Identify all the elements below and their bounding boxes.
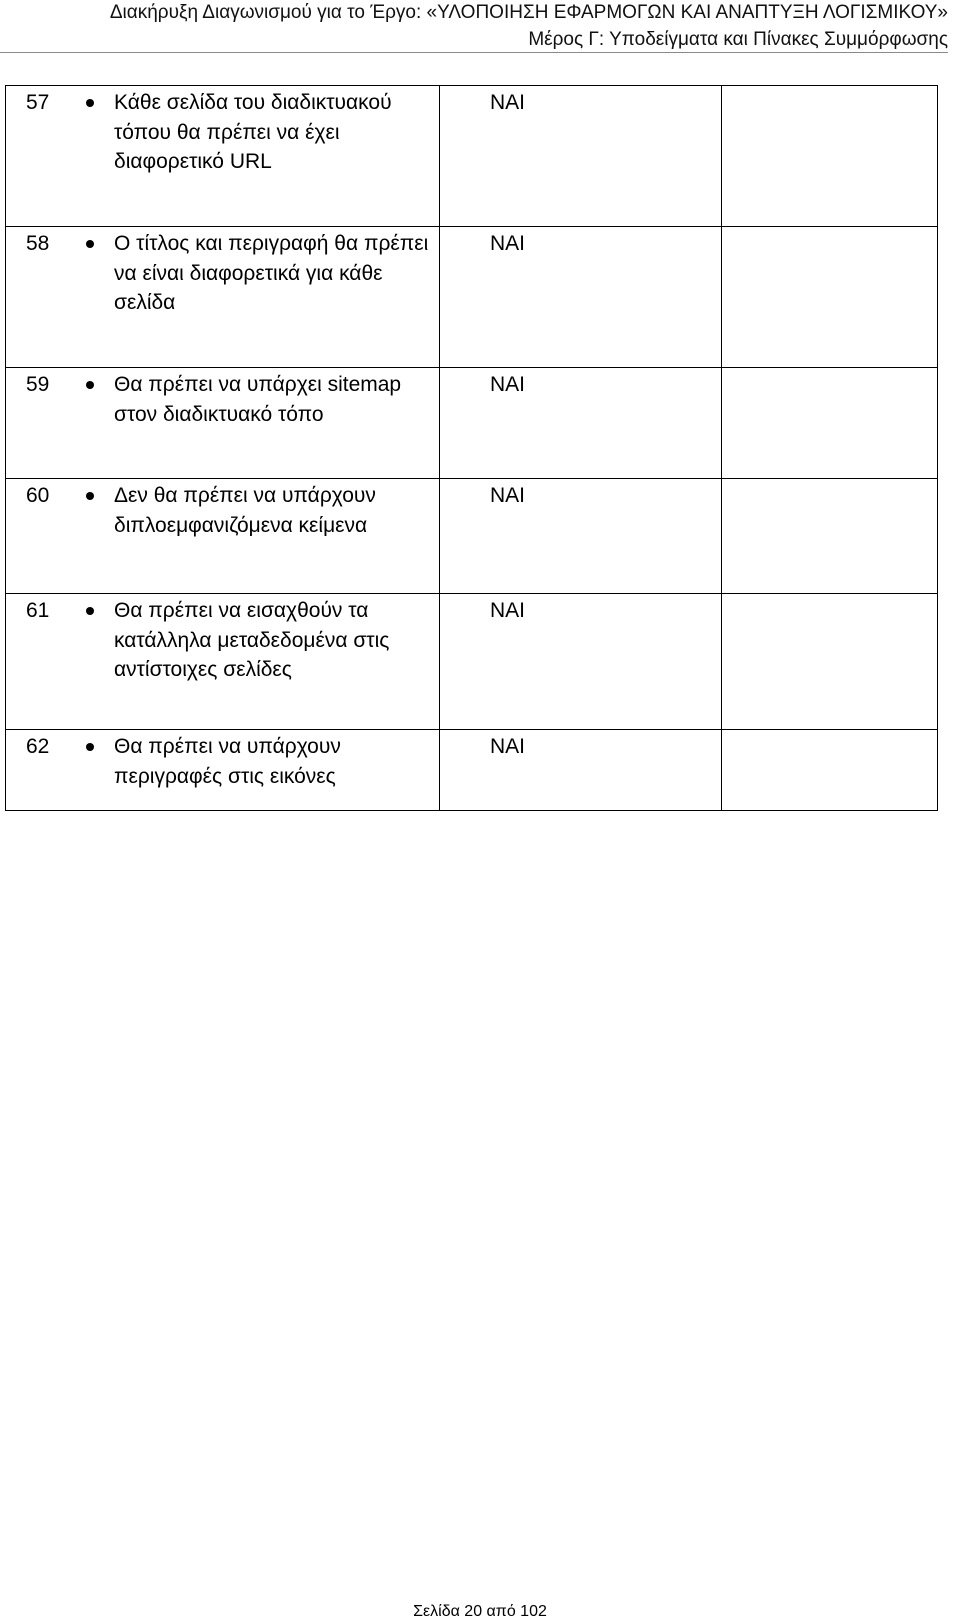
requirement-number: 62 [26,735,50,758]
bullet-icon [68,229,114,258]
bullet-icon [68,481,114,510]
requirement-text: Δεν θα πρέπει να υπάρχουν διπλοεμφανιζόμενα κείμενα [114,484,376,537]
requirement-cell [6,730,440,811]
requirement-text: Θα πρέπει να υπάρχει sitemap στον διαδικτυακό τόπο [114,373,402,426]
requirement-number: 61 [26,599,50,622]
requirement-cell [6,594,440,730]
requirement-number: 60 [26,484,50,507]
requirement-cell [6,86,440,227]
table-row [6,730,938,811]
answer-cell: ΝΑΙ [440,594,722,730]
reference-cell [722,730,938,811]
page-header [0,0,948,53]
page-footer [0,1603,960,1621]
bullet-icon [68,88,114,117]
table-row [6,368,938,479]
requirement-cell [6,479,440,594]
document-part-title: Μέρος Γ: Υποδείγματα και Πίνακες Συμμόρφωσης [528,29,948,50]
reference-cell [722,594,938,730]
requirement-cell [6,368,440,479]
bullet-icon [68,370,114,399]
requirement-text: Ο τίτλος και περιγραφή θα πρέπει να είναι διαφορετικά για κάθε σελίδα [114,232,429,314]
compliance-table [5,85,938,811]
table-row [6,479,938,594]
reference-cell [722,368,938,479]
reference-cell [722,86,938,227]
bullet-icon [68,732,114,761]
requirement-text: Θα πρέπει να εισαχθούν τα κατάλληλα μεταδεδομένα στις αντίστοιχες σελίδες [114,599,390,681]
requirement-number: 58 [26,232,50,255]
table-row [6,86,938,227]
requirement-number: 59 [26,373,50,396]
requirement-number: 57 [26,91,50,114]
document-title: Διακήρυξη Διαγωνισμού για το Έργο: «ΥΛΟΠΟΙΗΣΗ ΕΦΑΡΜΟΓΩΝ ΚΑΙ ΑΝΑΠΤΥΞΗ ΛΟΓΙΣΜΙΚΟΥ» [109,2,948,23]
bullet-icon [68,596,114,625]
requirement-cell [6,227,440,368]
requirement-text: Κάθε σελίδα του διαδικτυακού τόπου θα πρέπει να έχει διαφορετικό URL [114,91,392,173]
requirement-text: Θα πρέπει να υπάρχουν περιγραφές στις εικόνες [114,735,341,788]
answer-cell: ΝΑΙ [440,730,722,811]
table-row [6,594,938,730]
answer-cell: ΝΑΙ [440,86,722,227]
answer-cell: ΝΑΙ [440,479,722,594]
table-row [6,227,938,368]
page-number: Σελίδα 20 από 102 [413,1603,547,1620]
answer-cell: ΝΑΙ [440,368,722,479]
reference-cell [722,227,938,368]
answer-cell: ΝΑΙ [440,227,722,368]
reference-cell [722,479,938,594]
